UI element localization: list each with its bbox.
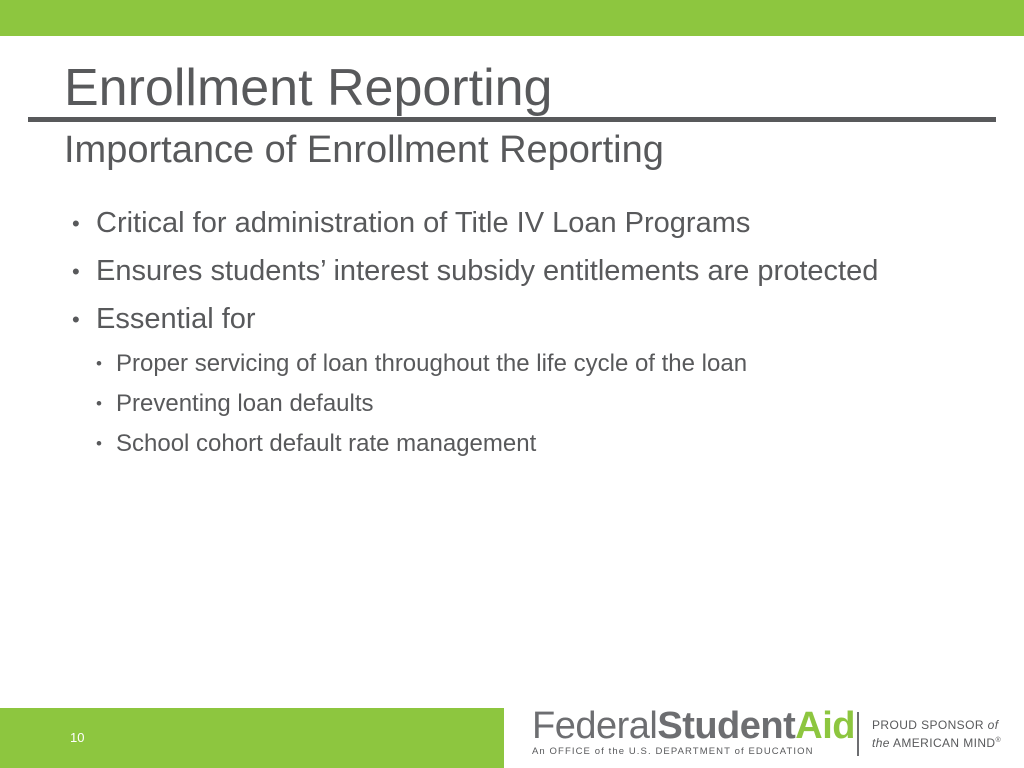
title-divider (28, 117, 996, 122)
logo-aid-text: Aid (795, 705, 855, 747)
sponsor-of: of (987, 718, 999, 732)
logo-tagline: An OFFICE of the U.S. DEPARTMENT of EDUCATION (532, 746, 814, 757)
bullet-item: • Essential for (72, 298, 952, 341)
sponsor-the: the (872, 736, 890, 750)
slide-title: Enrollment Reporting (64, 59, 553, 117)
sponsor-line-2 (872, 733, 1001, 751)
logo-divider (857, 712, 859, 756)
logo-wordmark (532, 705, 855, 747)
sub-bullet-item: • Preventing loan defaults (96, 386, 952, 422)
bullet-item: • Ensures students’ interest subsidy entitlements are protected (72, 250, 952, 293)
sub-bullet-item: • Proper servicing of loan throughout the life cycle of the loan (96, 346, 952, 382)
slide-subtitle: Importance of Enrollment Reporting (64, 129, 664, 171)
sponsor-prefix: PROUD SPONSOR (872, 718, 988, 732)
sub-bullet-item: • School cohort default rate management (96, 426, 952, 462)
sponsor-american-mind: AMERICAN MIND (889, 736, 996, 750)
sponsor-line-1 (872, 718, 1001, 733)
bullet-item: • Critical for administration of Title IV Loan Programs (72, 202, 952, 245)
page-number: 10 (70, 730, 85, 745)
top-accent-bar (0, 0, 1024, 36)
federal-student-aid-logo (532, 705, 855, 762)
logo-student-text: Student (657, 705, 796, 747)
registered-mark: ® (995, 737, 1002, 744)
bullet-list (72, 202, 952, 466)
logo-federal-text: Federal (532, 705, 658, 747)
sponsor-text (872, 718, 1001, 751)
